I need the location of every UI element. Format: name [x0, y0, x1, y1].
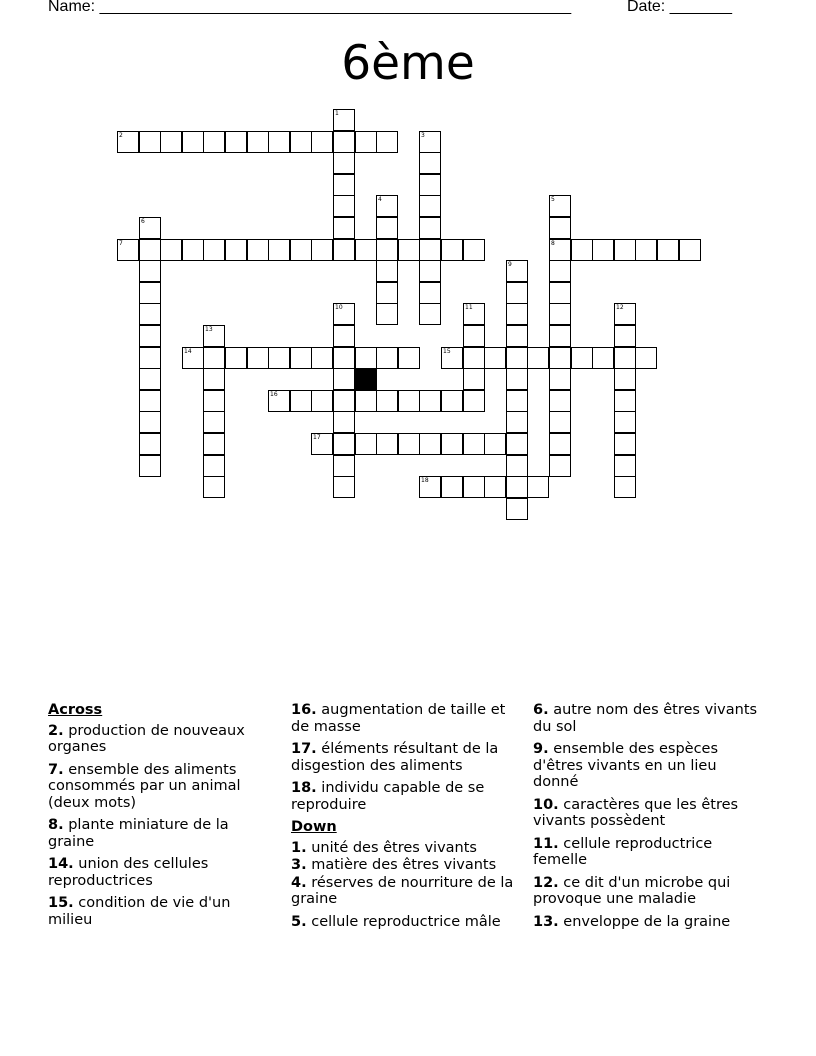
- clue-number: 17.: [291, 741, 317, 757]
- letter-cell[interactable]: [463, 476, 485, 498]
- clue-number: 14.: [48, 856, 74, 872]
- clue-number-label: 6: [141, 218, 145, 225]
- letter-cell[interactable]: [419, 195, 441, 217]
- letter-cell[interactable]: [441, 347, 463, 369]
- clue-number-label: 8: [551, 240, 555, 247]
- clue-number-label: 14: [184, 348, 192, 355]
- letter-cell[interactable]: [441, 433, 463, 455]
- letter-cell[interactable]: [419, 152, 441, 174]
- black-cell: [355, 368, 377, 390]
- clue-text: réserves de nourriture de la graine: [291, 874, 514, 907]
- letter-cell[interactable]: [333, 131, 355, 153]
- clue-text: augmentation de taille et de masse: [291, 702, 506, 735]
- clue-down-10: [533, 797, 758, 830]
- letter-cell[interactable]: [225, 347, 247, 369]
- letter-cell[interactable]: [311, 131, 333, 153]
- letter-cell[interactable]: [203, 325, 225, 347]
- clue-number: 6.: [533, 702, 549, 718]
- clues-column-3: [533, 702, 758, 936]
- clues-column-1: [48, 702, 273, 934]
- letter-cell[interactable]: [203, 131, 225, 153]
- clue-across-8: [48, 817, 273, 850]
- letter-cell[interactable]: [333, 152, 355, 174]
- letter-cell[interactable]: [139, 217, 161, 239]
- letter-cell[interactable]: [549, 195, 571, 217]
- letter-cell[interactable]: [247, 131, 269, 153]
- letter-cell[interactable]: [571, 239, 593, 261]
- letter-cell[interactable]: [333, 109, 355, 131]
- clue-down-11: [533, 836, 758, 869]
- letter-cell[interactable]: [506, 368, 528, 390]
- letter-cell[interactable]: [549, 368, 571, 390]
- letter-cell[interactable]: [571, 347, 593, 369]
- clue-number-label: 9: [508, 261, 512, 268]
- letter-cell[interactable]: [614, 390, 636, 412]
- letter-cell[interactable]: [268, 239, 290, 261]
- clue-across-2: [48, 723, 273, 756]
- clue-number: 9.: [533, 741, 549, 757]
- letter-cell[interactable]: [376, 390, 398, 412]
- letter-cell[interactable]: [290, 239, 312, 261]
- letter-cell[interactable]: [376, 282, 398, 304]
- clue-number-label: 1: [335, 110, 339, 117]
- letter-cell[interactable]: [311, 347, 333, 369]
- letter-cell[interactable]: [203, 476, 225, 498]
- letter-cell[interactable]: [506, 325, 528, 347]
- letter-cell[interactable]: [549, 455, 571, 477]
- letter-cell[interactable]: [139, 239, 161, 261]
- letter-cell[interactable]: [484, 476, 506, 498]
- clue-across-17: [291, 741, 516, 774]
- letter-cell[interactable]: [506, 433, 528, 455]
- letter-cell[interactable]: [484, 347, 506, 369]
- clue-across-18: [291, 780, 516, 813]
- letter-cell[interactable]: [419, 433, 441, 455]
- letter-cell[interactable]: [441, 390, 463, 412]
- letter-cell[interactable]: [527, 476, 549, 498]
- clue-number: 12.: [533, 874, 559, 891]
- clue-text: cellule reproductrice mâle: [311, 913, 501, 930]
- letter-cell[interactable]: [203, 433, 225, 455]
- letter-cell[interactable]: [290, 390, 312, 412]
- letter-cell[interactable]: [527, 347, 549, 369]
- letter-cell[interactable]: [311, 433, 333, 455]
- letter-cell[interactable]: [398, 347, 420, 369]
- clue-number-label: 17: [313, 434, 321, 441]
- clue-text: individu capable de se reproduire: [291, 780, 485, 813]
- clue-number: 18.: [291, 780, 317, 796]
- letter-cell[interactable]: [355, 390, 377, 412]
- letter-cell[interactable]: [592, 347, 614, 369]
- letter-cell[interactable]: [225, 131, 247, 153]
- letter-cell[interactable]: [376, 433, 398, 455]
- letter-cell[interactable]: [657, 239, 679, 261]
- letter-cell[interactable]: [139, 433, 161, 455]
- clue-number-label: 18: [421, 477, 429, 484]
- letter-cell[interactable]: [506, 476, 528, 498]
- letter-cell[interactable]: [463, 433, 485, 455]
- letter-cell[interactable]: [549, 325, 571, 347]
- letter-cell[interactable]: [139, 325, 161, 347]
- letter-cell[interactable]: [355, 239, 377, 261]
- clue-number: 13.: [533, 913, 559, 930]
- clue-text: éléments résultant de la disgestion des aliments: [291, 741, 499, 774]
- letter-cell[interactable]: [117, 239, 139, 261]
- clue-down-1: [291, 840, 516, 857]
- letter-cell[interactable]: [614, 303, 636, 325]
- letter-cell[interactable]: [549, 217, 571, 239]
- letter-cell[interactable]: [333, 174, 355, 196]
- clue-text: ensemble des espèces d'êtres vivants en un lieu donné: [533, 741, 719, 790]
- letter-cell[interactable]: [333, 368, 355, 390]
- letter-cell[interactable]: [376, 217, 398, 239]
- clue-text: plante miniature de la graine: [48, 817, 229, 850]
- clue-number: 4.: [291, 874, 307, 891]
- letter-cell[interactable]: [355, 433, 377, 455]
- letter-cell[interactable]: [376, 303, 398, 325]
- letter-cell[interactable]: [139, 390, 161, 412]
- letter-cell[interactable]: [160, 239, 182, 261]
- letter-cell[interactable]: [614, 368, 636, 390]
- letter-cell[interactable]: [614, 239, 636, 261]
- letter-cell[interactable]: [614, 455, 636, 477]
- letter-cell[interactable]: [376, 260, 398, 282]
- clue-number: 5.: [291, 913, 307, 930]
- letter-cell[interactable]: [182, 131, 204, 153]
- letter-cell[interactable]: [355, 347, 377, 369]
- letter-cell[interactable]: [614, 347, 636, 369]
- letter-cell[interactable]: [376, 347, 398, 369]
- letter-cell[interactable]: [398, 239, 420, 261]
- letter-cell[interactable]: [333, 239, 355, 261]
- letter-cell[interactable]: [139, 368, 161, 390]
- letter-cell[interactable]: [139, 282, 161, 304]
- letter-cell[interactable]: [419, 390, 441, 412]
- clue-number-label: 12: [616, 304, 624, 311]
- clue-down-3: [291, 857, 516, 874]
- letter-cell[interactable]: [203, 239, 225, 261]
- clue-number-label: 15: [443, 348, 451, 355]
- letter-cell[interactable]: [139, 260, 161, 282]
- letter-cell[interactable]: [419, 131, 441, 153]
- clue-number: 15.: [48, 895, 74, 911]
- clue-down-13: [533, 914, 758, 931]
- clue-number: 3.: [291, 857, 307, 873]
- clue-across-7: [48, 762, 273, 812]
- letter-cell[interactable]: [333, 411, 355, 433]
- letter-cell[interactable]: [203, 347, 225, 369]
- clue-number-label: 16: [270, 391, 278, 398]
- clue-number: 11.: [533, 835, 559, 852]
- clue-number: 8.: [48, 817, 64, 833]
- clue-text: union des cellules reproductrices: [48, 856, 209, 889]
- letter-cell[interactable]: [549, 282, 571, 304]
- clue-text: unité des êtres vivants: [311, 839, 477, 856]
- clue-number-label: 10: [335, 304, 343, 311]
- letter-cell[interactable]: [333, 455, 355, 477]
- letter-cell[interactable]: [203, 411, 225, 433]
- letter-cell[interactable]: [614, 411, 636, 433]
- letter-cell[interactable]: [311, 239, 333, 261]
- letter-cell[interactable]: [333, 390, 355, 412]
- letter-cell[interactable]: [419, 239, 441, 261]
- letter-cell[interactable]: [419, 217, 441, 239]
- letter-cell[interactable]: [311, 390, 333, 412]
- letter-cell[interactable]: [506, 498, 528, 520]
- letter-cell[interactable]: [398, 433, 420, 455]
- letter-cell[interactable]: [506, 455, 528, 477]
- letter-cell[interactable]: [463, 368, 485, 390]
- clue-across-15: [48, 895, 273, 928]
- clue-number: 2.: [48, 722, 64, 739]
- clue-down-5: [291, 914, 516, 931]
- letter-cell[interactable]: [549, 433, 571, 455]
- letter-cell[interactable]: [419, 174, 441, 196]
- letter-cell[interactable]: [419, 476, 441, 498]
- letter-cell[interactable]: [376, 131, 398, 153]
- clue-across-14: [48, 856, 273, 889]
- letter-cell[interactable]: [139, 347, 161, 369]
- letter-cell[interactable]: [268, 347, 290, 369]
- clue-down-9: [533, 741, 758, 791]
- letter-cell[interactable]: [268, 390, 290, 412]
- letter-cell[interactable]: [333, 303, 355, 325]
- clue-number: 7.: [48, 761, 64, 778]
- letter-cell[interactable]: [117, 131, 139, 153]
- letter-cell[interactable]: [139, 303, 161, 325]
- letter-cell[interactable]: [463, 347, 485, 369]
- letter-cell[interactable]: [376, 195, 398, 217]
- clue-number-label: 2: [119, 132, 123, 139]
- letter-cell[interactable]: [419, 282, 441, 304]
- letter-cell[interactable]: [333, 347, 355, 369]
- letter-cell[interactable]: [355, 131, 377, 153]
- letter-cell[interactable]: [549, 411, 571, 433]
- clue-text: ensemble des aliments consommés par un animal (deux mots): [48, 761, 241, 811]
- letter-cell[interactable]: [549, 260, 571, 282]
- letter-cell[interactable]: [247, 347, 269, 369]
- letter-cell[interactable]: [506, 282, 528, 304]
- letter-cell[interactable]: [376, 239, 398, 261]
- letter-cell[interactable]: [441, 476, 463, 498]
- letter-cell[interactable]: [441, 239, 463, 261]
- clue-number-label: 3: [421, 132, 425, 139]
- letter-cell[interactable]: [614, 433, 636, 455]
- letter-cell[interactable]: [160, 131, 182, 153]
- clue-text: production de nouveaux organes: [48, 722, 245, 755]
- letter-cell[interactable]: [333, 476, 355, 498]
- letter-cell[interactable]: [506, 390, 528, 412]
- letter-cell[interactable]: [333, 433, 355, 455]
- clue-text: ce dit d'un microbe qui provoque une maladie: [533, 874, 731, 907]
- letter-cell[interactable]: [333, 325, 355, 347]
- letter-cell[interactable]: [463, 390, 485, 412]
- clue-down-12: [533, 875, 758, 908]
- clue-text: autre nom des êtres vivants du sol: [533, 702, 758, 735]
- letter-cell[interactable]: [635, 347, 657, 369]
- clue-across-16: [291, 702, 516, 735]
- date-line: Date: _______: [627, 0, 732, 15]
- letter-cell[interactable]: [463, 239, 485, 261]
- clue-number-label: 11: [465, 304, 473, 311]
- letter-cell[interactable]: [203, 390, 225, 412]
- clue-number: 10.: [533, 796, 559, 813]
- clue-number-label: 5: [551, 196, 555, 203]
- letter-cell[interactable]: [203, 368, 225, 390]
- clue-text: condition de vie d'un milieu: [48, 895, 231, 928]
- letter-cell[interactable]: [139, 455, 161, 477]
- letter-cell[interactable]: [506, 303, 528, 325]
- letter-cell[interactable]: [419, 260, 441, 282]
- letter-cell[interactable]: [614, 325, 636, 347]
- clue-number: 16.: [291, 702, 317, 718]
- letter-cell[interactable]: [506, 347, 528, 369]
- letter-cell[interactable]: [182, 347, 204, 369]
- clue-text: enveloppe de la graine: [563, 913, 731, 930]
- letter-cell[interactable]: [549, 390, 571, 412]
- letter-cell[interactable]: [139, 411, 161, 433]
- letter-cell[interactable]: [549, 239, 571, 261]
- clue-number-label: 7: [119, 240, 123, 247]
- clue-down-6: [533, 702, 758, 735]
- across-heading: Across: [48, 702, 103, 718]
- clues-column-2: [291, 702, 516, 936]
- letter-cell[interactable]: [247, 239, 269, 261]
- letter-cell[interactable]: [182, 239, 204, 261]
- clue-text: matière des êtres vivants: [311, 857, 497, 873]
- letter-cell[interactable]: [290, 347, 312, 369]
- letter-cell[interactable]: [463, 303, 485, 325]
- clue-number-label: 13: [205, 326, 213, 333]
- name-line: Name: _____________________________________________________: [48, 0, 572, 15]
- page-title: 6ème: [341, 36, 475, 91]
- letter-cell[interactable]: [635, 239, 657, 261]
- letter-cell[interactable]: [549, 347, 571, 369]
- letter-cell[interactable]: [484, 433, 506, 455]
- letter-cell[interactable]: [333, 217, 355, 239]
- letter-cell[interactable]: [139, 131, 161, 153]
- letter-cell[interactable]: [506, 411, 528, 433]
- letter-cell[interactable]: [225, 239, 247, 261]
- clue-number-label: 4: [378, 196, 382, 203]
- letter-cell[interactable]: [506, 260, 528, 282]
- letter-cell[interactable]: [419, 303, 441, 325]
- letter-cell[interactable]: [592, 239, 614, 261]
- letter-cell[interactable]: [268, 131, 290, 153]
- down-heading: Down: [291, 819, 337, 835]
- clue-text: cellule reproductrice femelle: [533, 835, 713, 868]
- letter-cell[interactable]: [463, 325, 485, 347]
- clue-down-4: [291, 875, 516, 908]
- letter-cell[interactable]: [679, 239, 701, 261]
- letter-cell[interactable]: [333, 195, 355, 217]
- letter-cell[interactable]: [549, 303, 571, 325]
- clue-text: caractères que les êtres vivants possèdent: [533, 796, 739, 829]
- letter-cell[interactable]: [203, 455, 225, 477]
- clue-number: 1.: [291, 839, 307, 856]
- letter-cell[interactable]: [614, 476, 636, 498]
- letter-cell[interactable]: [398, 390, 420, 412]
- letter-cell[interactable]: [290, 131, 312, 153]
